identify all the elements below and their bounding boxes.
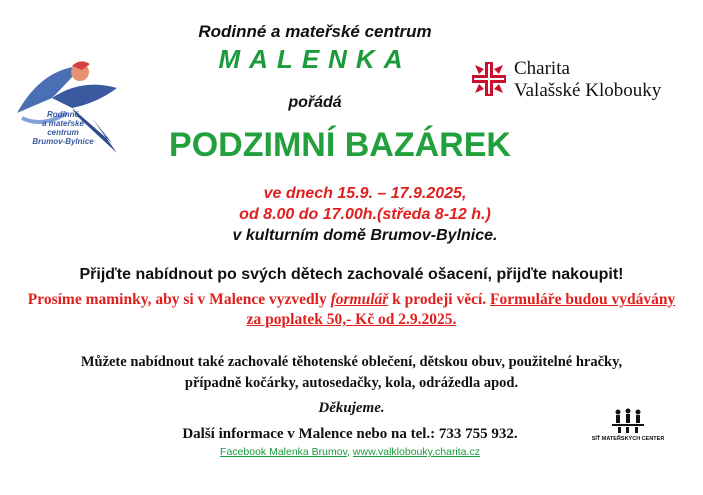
contact-info: Další informace v Malence nebo na tel.: 733 755 932. [182, 426, 518, 442]
request-part1: Prosíme maminky, aby si v Malence vyzvedly [27, 291, 331, 308]
thanks-text: Děkujeme. [318, 400, 385, 416]
logo-text-block [28, 110, 98, 146]
dates-line1: ve dnech 15.9. – 17.9.2025, [263, 185, 467, 202]
network-logo [588, 408, 668, 448]
request-formular: formulář [330, 291, 389, 308]
charita-name [514, 58, 661, 102]
charita-line2: Valašské Klobouky [514, 80, 662, 101]
request-text [20, 290, 683, 330]
dates-line2: od 8.00 do 17.00h.(středa 8-12 h.) [239, 206, 491, 223]
charita-line1: Charita [514, 58, 570, 79]
website-link[interactable]: www.valklobouky.charita.cz [352, 446, 480, 458]
request-underlined: Formuláře budou vydávány za poplatek 50,- Kč od 2.9.2025. [246, 291, 676, 328]
facebook-link[interactable]: Facebook Malenka Brumov [220, 446, 348, 458]
logo-text-malenka: Malenka [78, 86, 110, 96]
links-separator: , [347, 446, 353, 458]
porada-text: pořádá [288, 94, 342, 111]
org-line: Rodinné a mateřské centrum [198, 22, 432, 41]
charita-logo [472, 56, 692, 116]
request-part2: k prodeji věcí. [388, 291, 491, 308]
offer-line1: Můžete nabídnout také zachovalé těhotenské oblečení, dětskou obuv, použitelné hračky, [80, 354, 623, 370]
logo-text-line: Rodinné [47, 110, 79, 119]
org-name: MALENKA [218, 44, 412, 74]
network-people-icon [612, 408, 644, 434]
charita-cross-icon [472, 62, 506, 96]
offer-line2: případně kočárky, autosedačky, kola, odrážedla apod. [184, 375, 519, 391]
logo-text-line: Brumov-Bylnice [32, 137, 94, 146]
offer-text [20, 352, 683, 394]
logo-text-line: a mateřské centrum [42, 119, 84, 137]
network-label: SÍŤ MATEŘSKÝCH CENTER [591, 436, 665, 442]
event-place: v kulturním domě Brumov-Bylnice. [232, 227, 498, 244]
event-dates [150, 183, 580, 225]
links-line [100, 446, 600, 458]
event-title: PODZIMNÍ BAZÁREK [169, 126, 511, 164]
invite-text: Přijďte nabídnout po svých dětech zachovalé ošacení, přijďte nakoupit! [79, 266, 624, 283]
